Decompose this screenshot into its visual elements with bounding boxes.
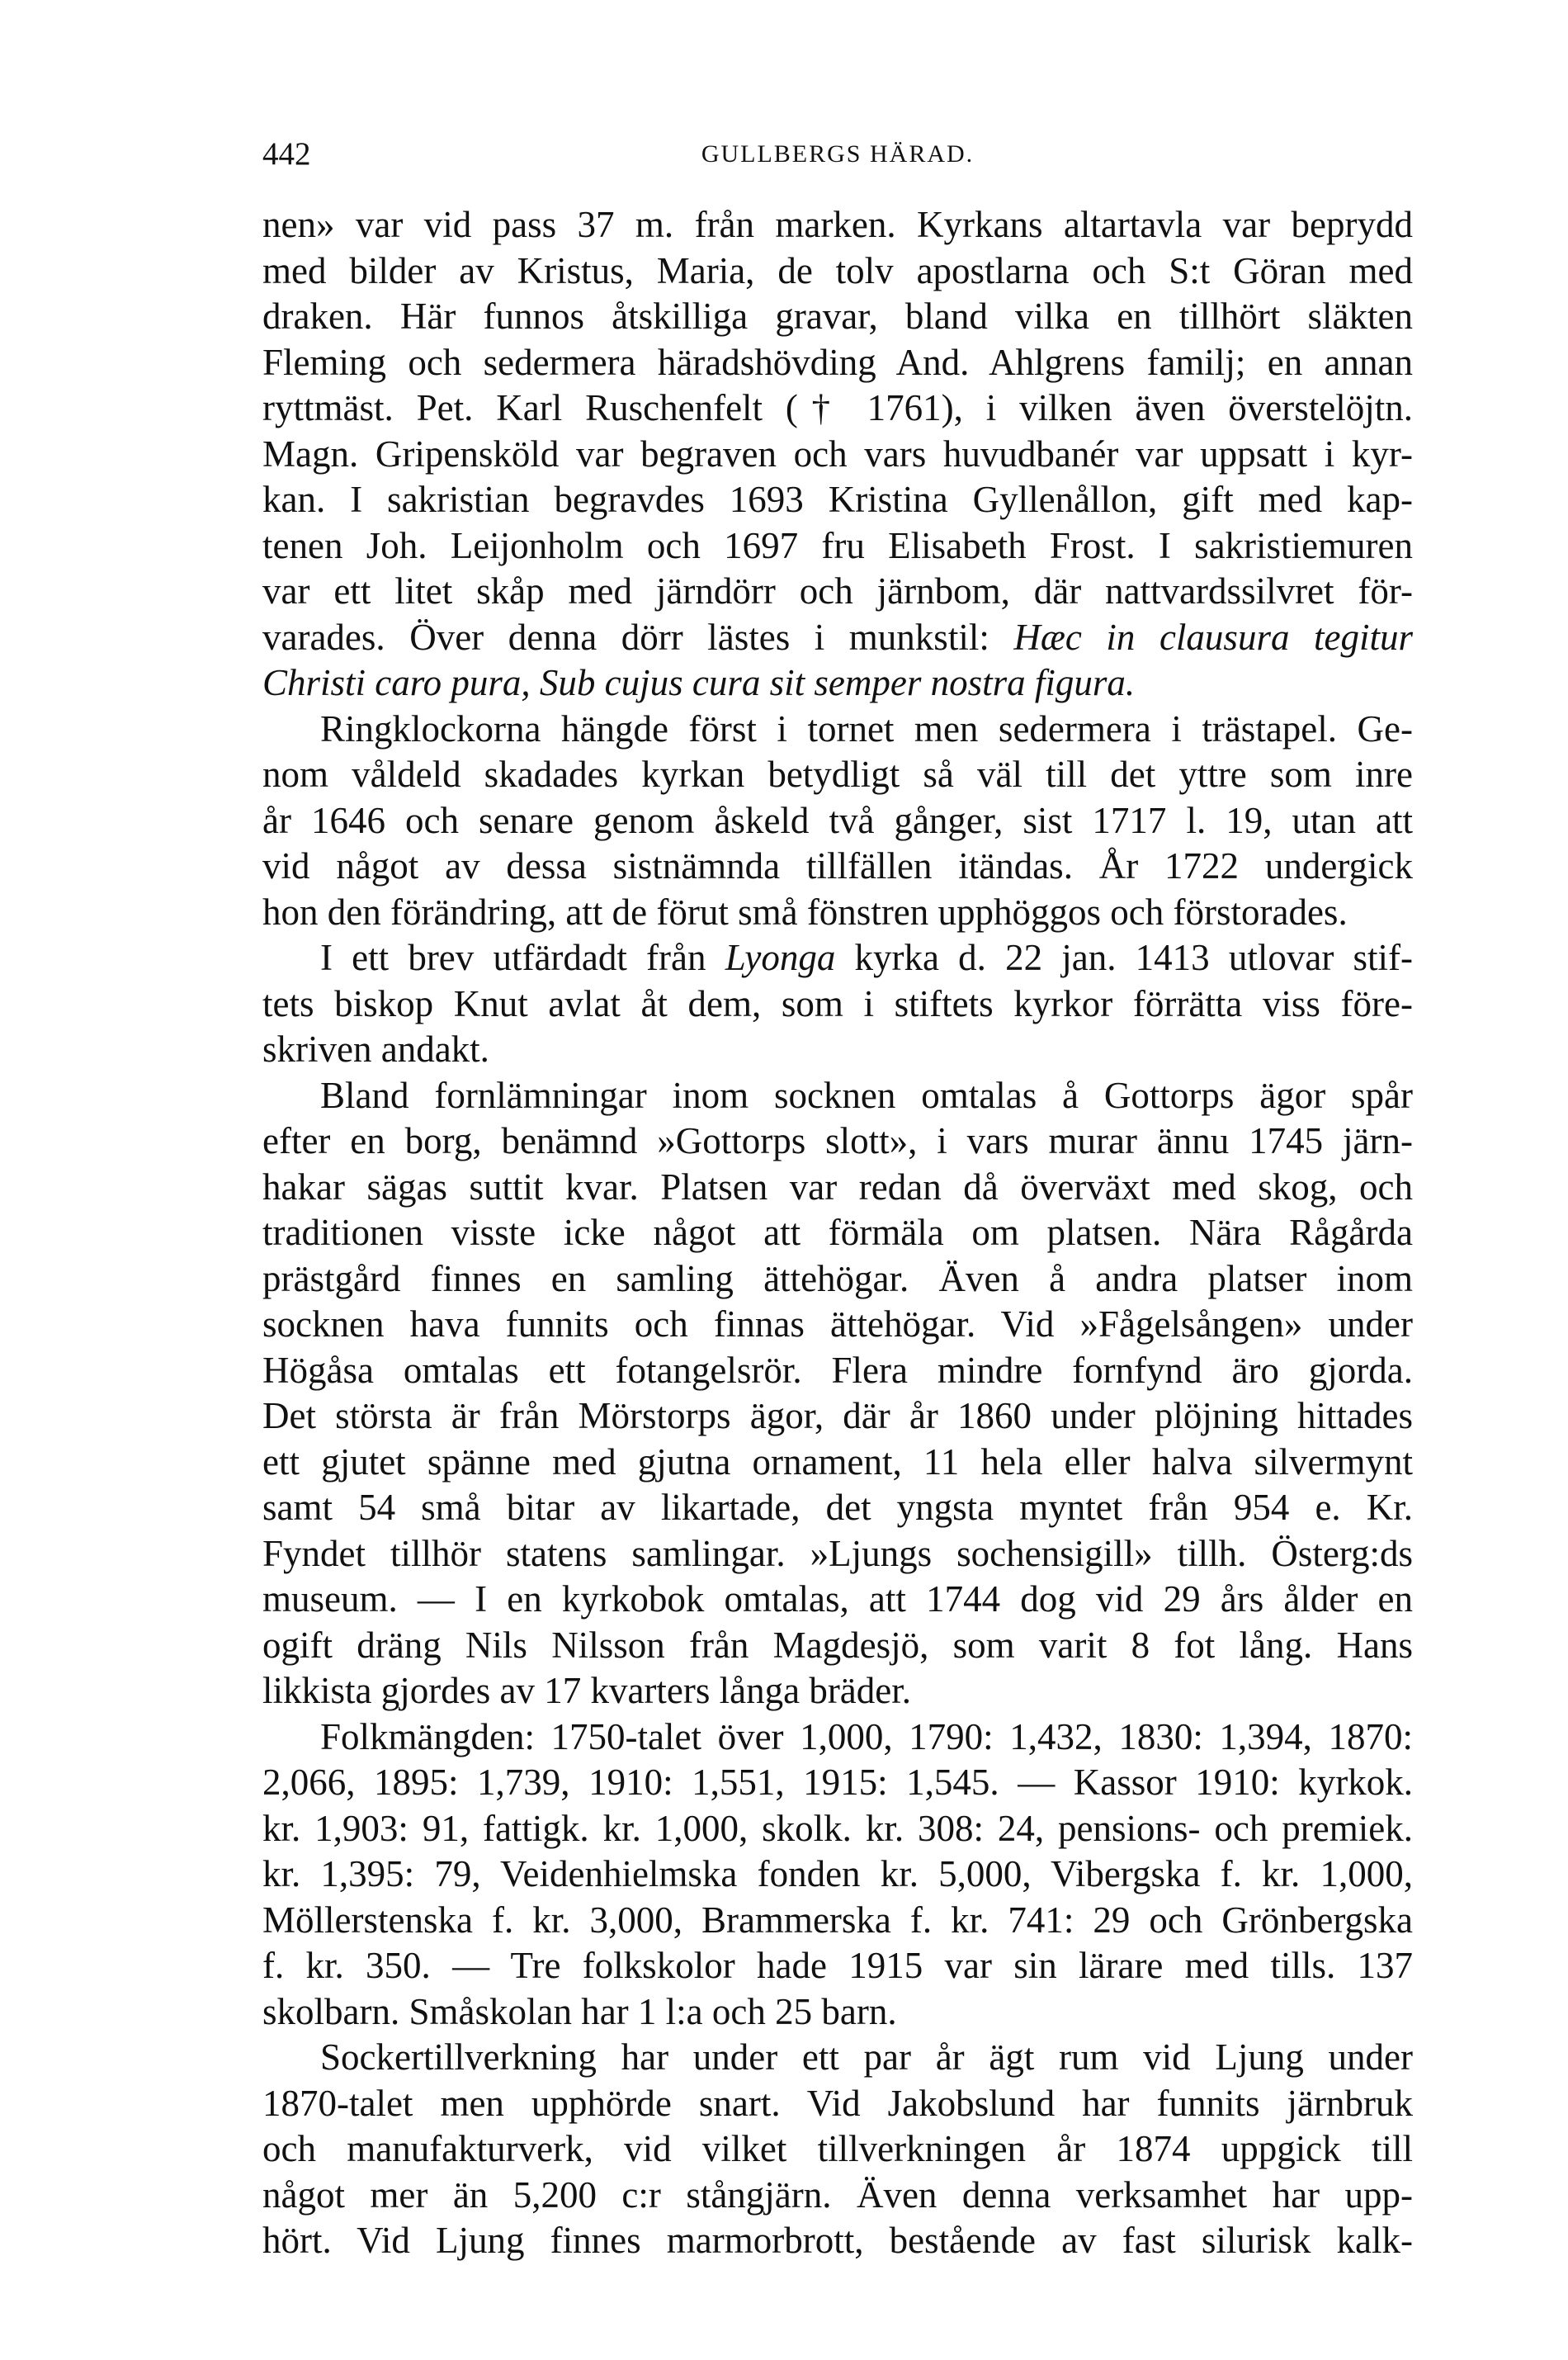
text-line: hört. Vid Ljung finnes marmorbrott, bestående av fast silurisk kalk- bbox=[262, 2220, 1413, 2261]
text-line: hon den förändring, att de förut små fönstren upphöggos och förstorades. bbox=[262, 891, 1348, 933]
text-line: 1870-talet men upphörde snart. Vid Jakobslund har funnits järnbruk bbox=[262, 2082, 1413, 2124]
text-line: Fleming och sedermera häradshövding And. Ahlgrens familj; en annan bbox=[262, 341, 1413, 383]
text-line: varades. Över denna dörr lästes i munkstil: Hæc in clausura tegitur bbox=[262, 616, 1413, 658]
text-line: med bilder av Kristus, Maria, de tolv apostlarna och S:t Göran med bbox=[262, 249, 1413, 291]
text-line: Högåsa omtalas ett fotangelsrör. Flera mindre fornfynd äro gjorda. bbox=[262, 1349, 1413, 1391]
text-line: Magn. Gripensköld var begraven och vars huvudbanér var uppsatt i kyr- bbox=[262, 433, 1413, 475]
place-name: Lyonga bbox=[725, 937, 836, 978]
text-line: var ett litet skåp med järndörr och järnbom, där nattvardssilvret för- bbox=[262, 570, 1413, 612]
page-number: 442 bbox=[262, 136, 311, 172]
text-line: socknen hava funnits och finnas ättehögar. Vid »Fågelsången» under bbox=[262, 1303, 1413, 1345]
body-text bbox=[262, 202, 1413, 2264]
text-line: tets biskop Knut avlat åt dem, som i stiftets kyrkor förrätta viss före- bbox=[262, 982, 1413, 1024]
page-header bbox=[262, 134, 1413, 175]
text-line: ett gjutet spänne med gjutna ornament, 11 hela eller halva silvermynt bbox=[262, 1440, 1413, 1483]
text-line: hakar sägas suttit kvar. Platsen var redan då överväxt med skog, och bbox=[262, 1166, 1413, 1208]
text-line: skriven andakt. bbox=[262, 1029, 489, 1070]
text-line: något mer än 5,200 c:r stångjärn. Även denna verksamhet har upp- bbox=[262, 2173, 1413, 2216]
text-line bbox=[262, 660, 1413, 707]
text-line: Det största är från Mörstorps ägor, där år 1860 under plöjning hittades bbox=[262, 1395, 1413, 1436]
text-line: Ringklockorna hängde först i tornet men sedermera i trästapel. Ge- bbox=[320, 707, 1413, 750]
text-line: Fyndet tillhör statens samlingar. »Ljungs sochensigill» tillh. Österg:ds bbox=[262, 1532, 1413, 1574]
text-line: Möllerstenska f. kr. 3,000, Brammerska f. kr. 741: 29 och Grönbergska bbox=[262, 1899, 1413, 1941]
text-line: kr. 1,903: 91, fattigk. kr. 1,000, skolk. kr. 308: 24, pensions- och premiek. bbox=[262, 1807, 1413, 1849]
text-line: ryttmäst. Pet. Karl Ruschenfelt († 1761), i vilken även överstelöjtn. bbox=[262, 387, 1413, 428]
text-line: 2,066, 1895: 1,739, 1910: 1,551, 1915: 1,545. — Kassor 1910: kyrkok. bbox=[262, 1762, 1413, 1803]
text-line: samt 54 små bitar av likartade, det yngsta myntet från 954 e. Kr. bbox=[262, 1487, 1413, 1528]
text-line: nen» var vid pass 37 m. från marken. Kyrkans altartavla var beprydd bbox=[262, 204, 1413, 245]
text-line: museum. — I en kyrkobok omtalas, att 1744 dog vid 29 års ålder en bbox=[262, 1578, 1413, 1620]
text-line: likkista gjordes av 17 kvarters långa bräder. bbox=[262, 1670, 912, 1711]
text-line: Folkmängden: 1750-talet över 1,000, 1790: 1,432, 1830: 1,394, 1870: bbox=[320, 1715, 1413, 1757]
text-line: traditionen visste icke något att förmäla om platsen. Nära Rågårda bbox=[262, 1212, 1413, 1253]
text-line: Sockertillverkning har under ett par år ägt rum vid Ljung under bbox=[320, 2036, 1413, 2078]
text-line: skolbarn. Småskolan har 1 l:a och 25 barn. bbox=[262, 1990, 897, 2032]
text-line: I ett brev utfärdadt från Lyonga kyrka d. 22 jan. 1413 utlovar stif- bbox=[320, 937, 1413, 978]
text-line: år 1646 och senare genom åskeld två gånger, sist 1717 l. 19, utan att bbox=[262, 799, 1413, 841]
text-line: prästgård finnes en samling ättehögar. Även å andra platser inom bbox=[262, 1257, 1413, 1299]
text-line: kan. I sakristian begravdes 1693 Kristina Gyllenållon, gift med kap- bbox=[262, 479, 1413, 520]
latin-inscription: Christi caro pura, Sub cujus cura sit semper nostra figura. bbox=[262, 662, 1136, 703]
text-line: kr. 1,395: 79, Veidenhielmska fonden kr. 5,000, Vibergska f. kr. 1,000, bbox=[262, 1853, 1413, 1894]
text-line: Bland fornlämningar inom socknen omtalas å Gottorps ägor spår bbox=[320, 1074, 1413, 1116]
running-head: GULLBERGS HÄRAD. bbox=[701, 140, 975, 168]
text-line: tenen Joh. Leijonholm och 1697 fru Elisabeth Frost. I sakristiemuren bbox=[262, 524, 1413, 566]
text-line: vid något av dessa sistnämnda tillfällen itändas. År 1722 undergick bbox=[262, 845, 1413, 887]
text-line: efter en borg, benämnd »Gottorps slott», i vars murar ännu 1745 järn- bbox=[262, 1120, 1413, 1161]
text-line: och manufakturverk, vid vilket tillverkningen år 1874 uppgick till bbox=[262, 2128, 1413, 2169]
text-line: ogift dräng Nils Nilsson från Magdesjö, som varit 8 fot lång. Hans bbox=[262, 1624, 1413, 1666]
latin-inscription: Hæc in clausura tegitur bbox=[1013, 616, 1413, 658]
text-line: draken. Här funnos åtskilliga gravar, bland vilka en tillhört släkten bbox=[262, 296, 1413, 337]
text-line: nom våldeld skadades kyrkan betydligt så väl till det yttre som inre bbox=[262, 754, 1413, 795]
text-line: f. kr. 350. — Tre folkskolor hade 1915 var sin lärare med tills. 137 bbox=[262, 1945, 1413, 1986]
